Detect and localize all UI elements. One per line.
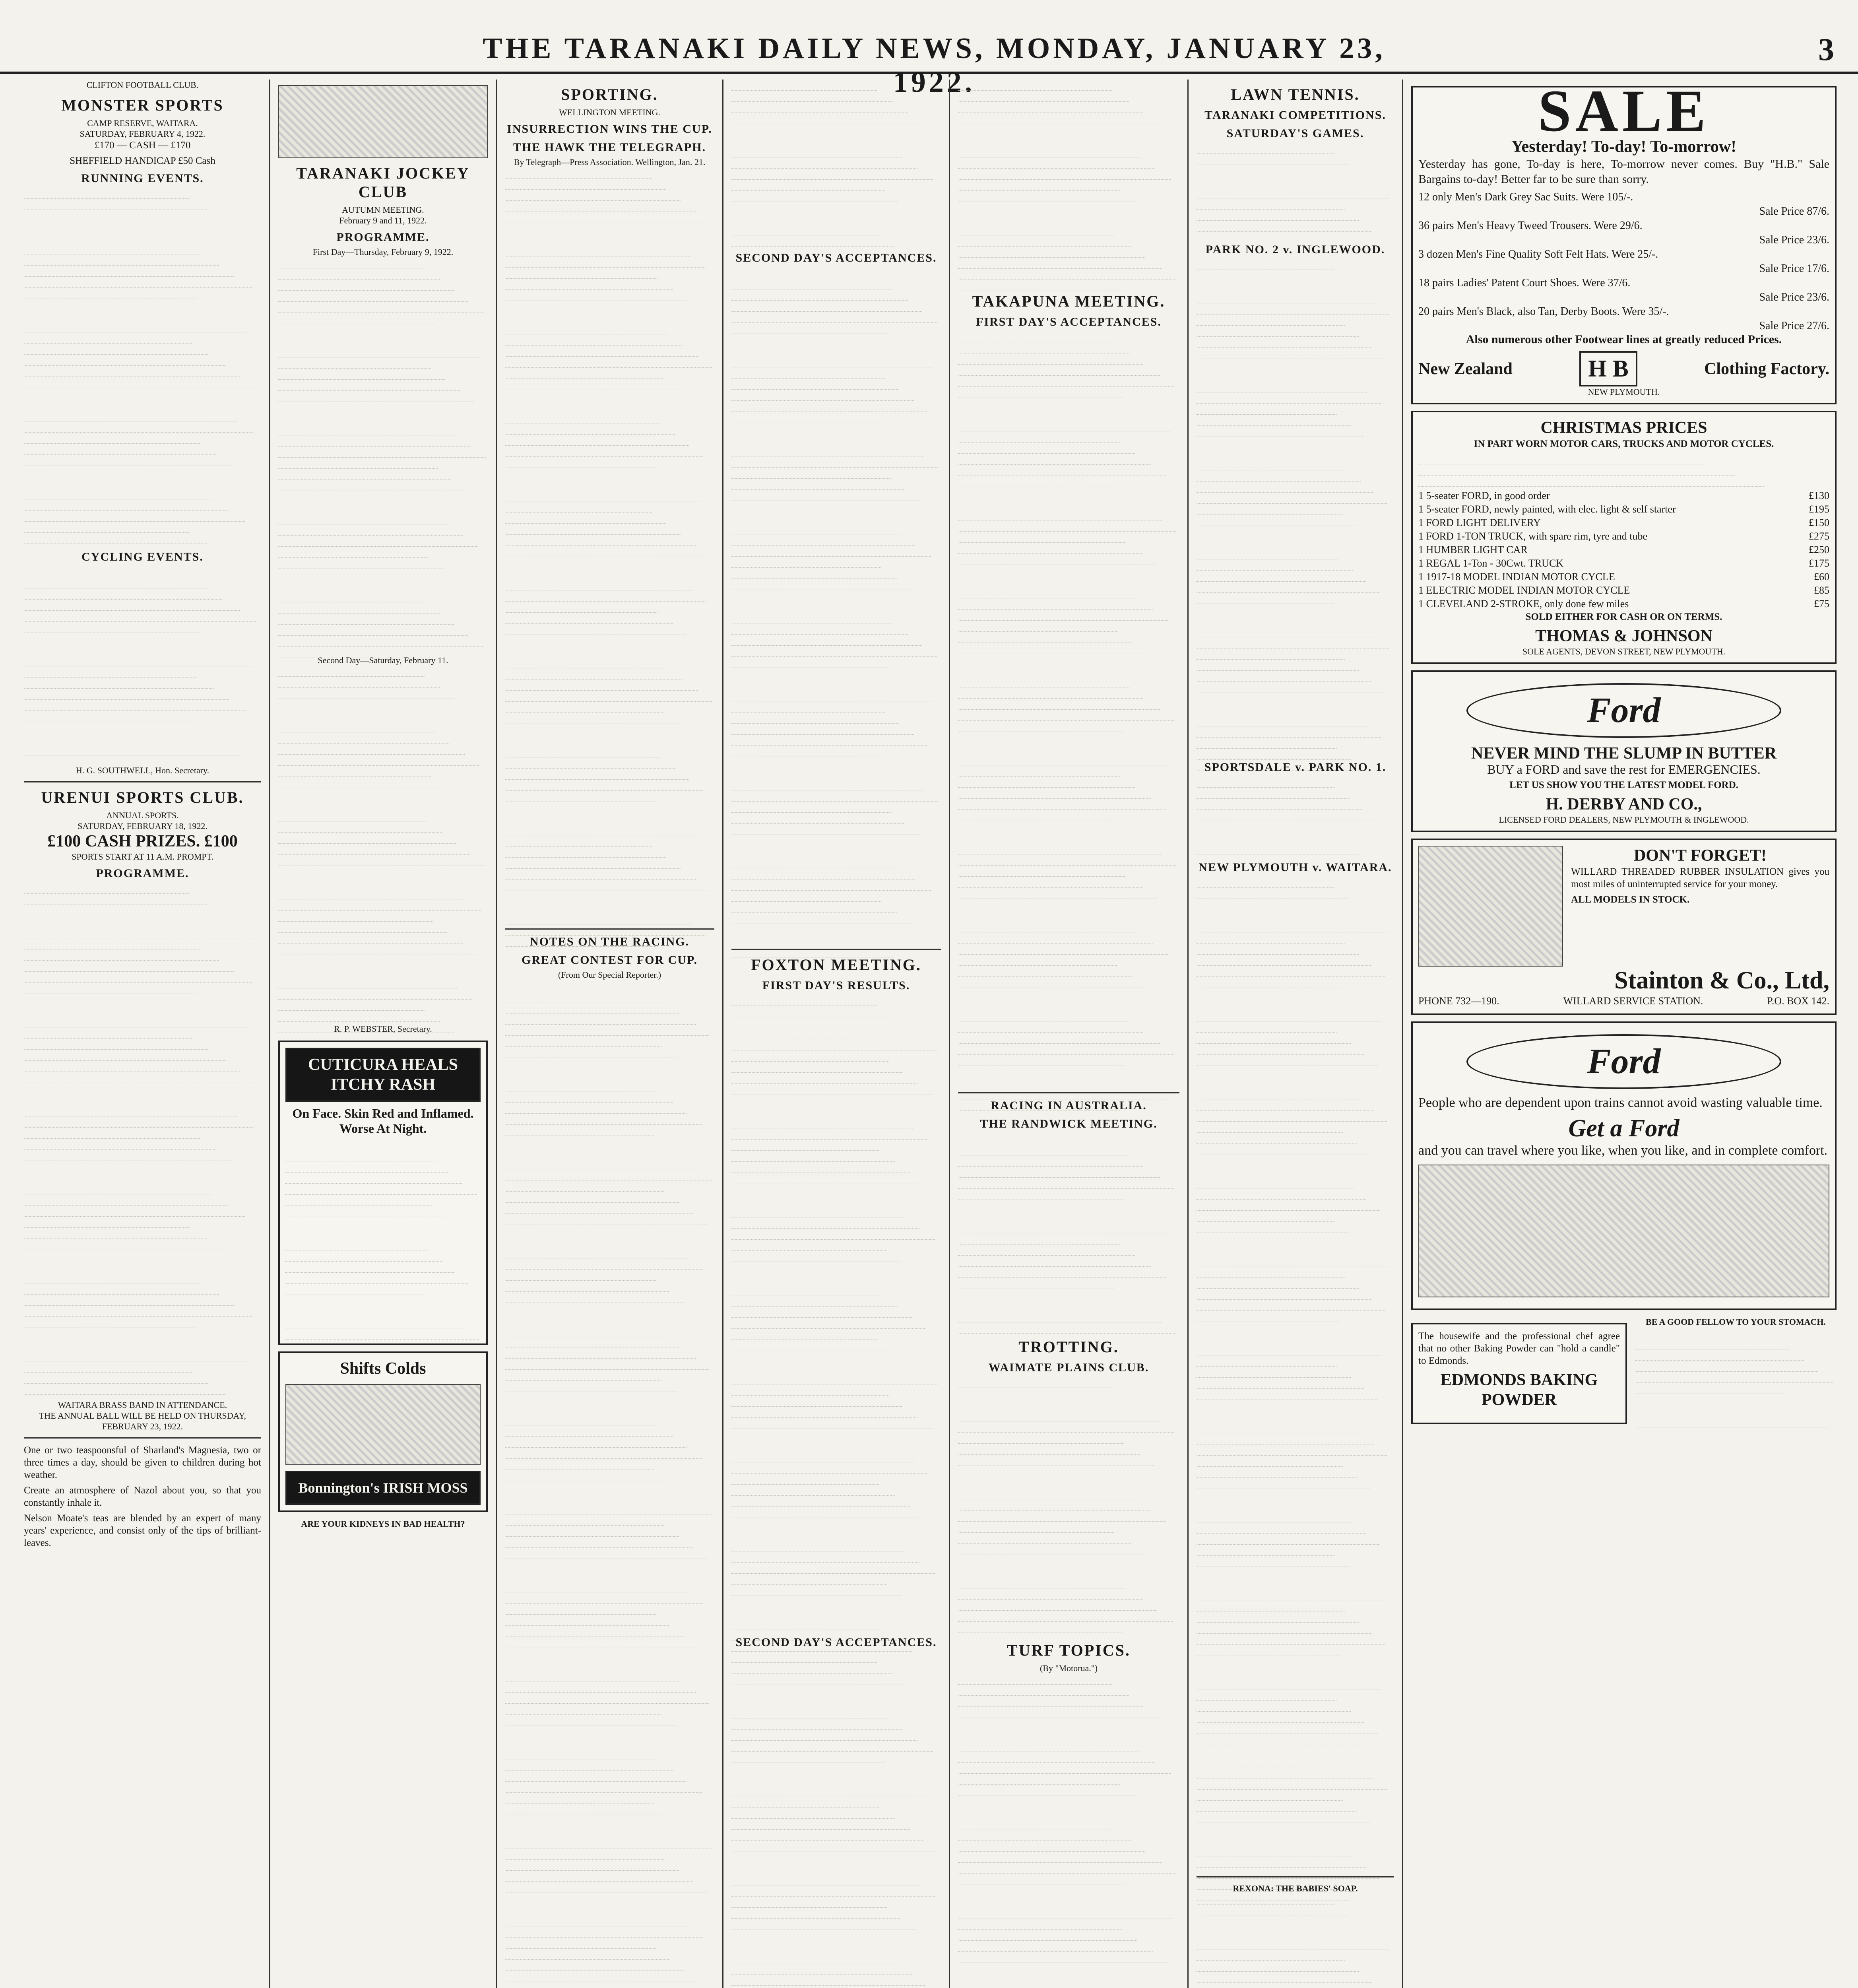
sale-item: 3 dozen Men's Fine Quality Soft Felt Hats. Were 25/-. Sale Price 17/6. — [1418, 248, 1829, 275]
ball-note: THE ANNUAL BALL WILL BE HELD ON THURSDAY, FEBRUARY 23, 1922. — [39, 1411, 246, 1431]
forget-title: DON'T FORGET! — [1633, 846, 1767, 865]
car-row: 1 HUMBER LIGHT CAR £250 — [1418, 544, 1829, 555]
column-7-ads — [1403, 80, 1844, 1988]
saturday-games: SATURDAY'S GAMES. — [1226, 127, 1364, 140]
kidneys-ad-title: ARE YOUR KIDNEYS IN BAD HEALTH? — [301, 1519, 465, 1529]
column-2 — [270, 80, 497, 1988]
wellington-meeting: WELLINGTON MEETING. — [559, 107, 660, 117]
ford-travel-ad — [1411, 1021, 1837, 1310]
racing-notes-body — [505, 980, 714, 1974]
running-events-heading: RUNNING EVENTS. — [81, 172, 204, 185]
christmas-prices-ad — [1411, 411, 1837, 664]
sale-item: 12 only Men's Dark Grey Sac Suits. Were 105/-. Sale Price 87/6. — [1418, 191, 1829, 217]
cycling-events-list — [24, 566, 261, 765]
divider — [24, 781, 261, 782]
nplymouth-waitara: NEW PLYMOUTH v. WAITARA. — [1199, 861, 1392, 874]
service-station: WILLARD SERVICE STATION. — [1563, 995, 1703, 1007]
band-note: WAITARA BRASS BAND IN ATTENDANCE. — [58, 1400, 227, 1410]
ford-text-more: and you can travel where you like, when you like, and in complete comfort. — [1418, 1143, 1828, 1158]
slump-headline: NEVER MIND THE SLUMP IN BUTTER — [1471, 744, 1777, 763]
continued-article — [731, 80, 941, 247]
ford-text: People who are dependent upon trains cannot avoid wasting valuable time. — [1418, 1095, 1823, 1110]
divider — [24, 1437, 261, 1439]
meeting-name: AUTUMN MEETING. — [342, 205, 424, 215]
column-1 — [16, 80, 270, 1988]
sale-items — [1418, 190, 1829, 333]
divider — [505, 928, 714, 930]
headline-hawk: THE HAWK THE TELEGRAPH. — [513, 141, 706, 154]
first-day: First Day—Thursday, February 9, 1922. — [312, 247, 454, 257]
page-number: 3 — [1818, 32, 1834, 67]
column-3 — [497, 80, 723, 1988]
takapuna-acceptances: FIRST DAY'S ACCEPTANCES. — [976, 315, 1162, 328]
hb-logo: H B — [1579, 351, 1637, 386]
sale-city: NEW PLYMOUTH. — [1588, 387, 1660, 397]
sports-prizes: £170 — CASH — £170 — [94, 140, 191, 151]
ford-slump-ad — [1411, 670, 1837, 832]
sporting-heading: SPORTING. — [561, 85, 658, 103]
sports-date: SATURDAY, FEBRUARY 4, 1922. — [80, 129, 206, 139]
cycling-events-heading: CYCLING EVENTS. — [81, 550, 204, 563]
reporter-credit: (From Our Special Reporter.) — [558, 970, 661, 980]
australia-heading: RACING IN AUSTRALIA. — [991, 1099, 1147, 1112]
acceptances-heading: SECOND DAY'S ACCEPTANCES. — [735, 251, 937, 264]
newspaper-title: THE TARANAKI DAILY NEWS, MONDAY, JANUARY 23, 1922. — [483, 32, 1386, 99]
park-inglewood: PARK NO. 2 v. INGLEWOOD. — [1205, 243, 1385, 256]
ford-logo: Ford — [1466, 1034, 1781, 1089]
car-list — [1418, 489, 1829, 611]
foxton-results-body — [731, 995, 941, 1631]
bonnington-brand: Bonnington's IRISH MOSS — [298, 1480, 468, 1496]
battery-illustration — [1418, 846, 1563, 967]
column-4 — [723, 80, 950, 1988]
headline-cup: INSURRECTION WINS THE CUP. — [507, 122, 712, 136]
car-row: 1 ELECTRIC MODEL INDIAN MOTOR CYCLE £85 — [1418, 584, 1829, 596]
sale-item: 18 pairs Ladies' Patent Court Shoes. Were 37/6. Sale Price 23/6. — [1418, 277, 1829, 303]
turf-topics-body — [958, 1673, 1179, 1988]
agents-name: THOMAS & JOHNSON — [1535, 627, 1713, 645]
po-box: P.O. BOX 142. — [1767, 995, 1829, 1007]
horse-racing-illustration — [278, 85, 488, 158]
foxton-heading: FOXTON MEETING. — [751, 956, 921, 974]
cash-prizes: £100 CASH PRIZES. £100 — [47, 832, 238, 850]
stomach-title: BE A GOOD FELLOW TO YOUR STOMACH. — [1646, 1317, 1826, 1327]
edmonds-ad — [1411, 1323, 1627, 1424]
running-events-list — [24, 188, 261, 546]
taranaki-competitions: TARANAKI COMPETITIONS. — [1204, 109, 1386, 122]
foxton-acceptances-heading: SECOND DAY'S ACCEPTANCES. — [735, 1636, 937, 1649]
cuticura-title: CUTICURA HEALS ITCHY RASH — [308, 1056, 458, 1094]
meeting-dates: February 9 and 11, 1922. — [339, 215, 427, 225]
urenui-title: URENUI SPORTS CLUB. — [41, 788, 244, 806]
car-row: 1 CLEVELAND 2-STROKE, only done few miles £75 — [1418, 598, 1829, 610]
car-row: 1 FORD LIGHT DELIVERY £150 — [1418, 517, 1829, 528]
car-row: 1 5-seater FORD, newly painted, with elec. light & self starter £195 — [1418, 503, 1829, 515]
moate-tea-ad: Nelson Moate's teas are blended by an expert of many years' experience, and consist only of the tips of brilliant-leaves. — [24, 1513, 261, 1548]
latest-model: LET US SHOW YOU THE LATEST MODEL FORD. — [1509, 780, 1739, 790]
car-row: 1 FORD 1-TON TRUCK, with spare rim, tyre and tube £275 — [1418, 530, 1829, 542]
car-illustration — [1418, 1165, 1829, 1297]
foxton-acceptances-list — [731, 1652, 941, 1988]
slump-sub: BUY a FORD and save the rest for EMERGENCIES. — [1487, 762, 1761, 777]
magnesia-ad: One or two teaspoonsful of Sharland's Magnesia, two or three times a day, should be given to children during hot weather. — [24, 1445, 261, 1480]
turf-topics-heading: TURF TOPICS. — [1007, 1641, 1131, 1659]
acceptances-list — [731, 267, 941, 943]
sports-title: MONSTER SPORTS — [61, 96, 224, 114]
clothing-label: Clothing Factory. — [1704, 359, 1829, 378]
derby-name: H. DERBY AND CO., — [1546, 795, 1702, 813]
sportsdale-park: SPORTSDALE v. PARK NO. 1. — [1204, 761, 1387, 774]
column-5 — [950, 80, 1189, 1988]
cuticura-ad — [278, 1041, 488, 1345]
edmonds-brand: EDMONDS BAKING POWDER — [1440, 1371, 1598, 1409]
sports-start: SPORTS START AT 11 A.M. PROMPT. — [72, 852, 213, 862]
programme-list — [24, 883, 261, 1400]
second-day-races — [278, 666, 488, 1023]
willard-text: WILLARD THREADED RUBBER INSULATION gives you most miles of uninterrupted service for your money. — [1571, 866, 1829, 889]
agents-address: SOLE AGENTS, DEVON STREET, NEW PLYMOUTH. — [1522, 646, 1726, 656]
sale-item: 20 pairs Men's Black, also Tan, Derby Boots. Were 35/-. Sale Price 27/6. — [1418, 305, 1829, 332]
bottle-illustration — [285, 1384, 481, 1465]
divider — [731, 949, 941, 950]
takapuna-heading: TAKAPUNA MEETING. — [972, 292, 1166, 310]
xmas-sub: IN PART WORN MOTOR CARS, TRUCKS AND MOTOR CYCLES. — [1474, 439, 1774, 449]
xmas-title: CHRISTMAS PRICES — [1540, 419, 1707, 437]
urenui-sub: ANNUAL SPORTS. — [106, 810, 179, 820]
derby-address: LICENSED FORD DEALERS, NEW PLYMOUTH & INGLEWOOD. — [1499, 815, 1749, 825]
sports-handicap: SHEFFIELD HANDICAP £50 Cash — [70, 155, 215, 166]
handicap-tables — [958, 80, 1179, 286]
waimate-body — [958, 1377, 1179, 1635]
urenui-date: SATURDAY, FEBRUARY 18, 1922. — [78, 821, 208, 831]
divider — [1197, 1876, 1394, 1877]
rexona-heading: REXONA: THE BABIES' SOAP. — [1233, 1883, 1358, 1893]
divider — [958, 1092, 1179, 1093]
dateline: By Telegraph—Press Association. Wellington, Jan. 21. — [514, 157, 706, 167]
sale-item: 36 pairs Men's Heavy Tweed Trousers. Were 29/6. Sale Price 23/6. — [1418, 219, 1829, 246]
tennis-results-body — [1197, 877, 1394, 1871]
club-name: CLIFTON FOOTBALL CLUB. — [86, 80, 199, 90]
programme-heading: PROGRAMME. — [96, 867, 189, 880]
cuticura-sub: On Face. Skin Red and Inflamed. Worse At Night. — [292, 1106, 474, 1136]
lawn-tennis-heading: LAWN TENNIS. — [1231, 85, 1360, 103]
racing-notes-heading: NOTES ON THE RACING. — [529, 935, 690, 948]
secretary: H. G. SOUTHWELL, Hon. Secretary. — [76, 765, 209, 775]
takapuna-list — [958, 331, 1179, 1087]
footwear-note: Also numerous other Footwear lines at greatly reduced Prices. — [1466, 333, 1782, 346]
park-inglewood-body — [1197, 259, 1394, 756]
hb-sale-ad — [1411, 80, 1837, 404]
stainton-name: Stainton & Co., Ltd, — [1614, 967, 1829, 994]
car-row: 1 5-seater FORD, in good order £130 — [1418, 490, 1829, 501]
car-row: 1 REGAL 1-Ton - 30Cwt. TRUCK £175 — [1418, 557, 1829, 569]
edmonds-text: The housewife and the professional chef agree that no other Baking Powder can "hold a candle" to Edmonds. — [1418, 1331, 1620, 1366]
turf-byline: (By "Motorua.") — [1040, 1663, 1098, 1673]
programme-heading: PROGRAMME. — [336, 231, 430, 244]
foxton-results-heading: FIRST DAY'S RESULTS. — [762, 979, 910, 992]
sale-title: SALE — [1538, 80, 1710, 144]
randwick-heading: THE RANDWICK MEETING. — [980, 1117, 1158, 1130]
contest-heading: GREAT CONTEST FOR CUP. — [522, 953, 698, 967]
column-6 — [1189, 80, 1403, 1988]
shifts-colds-title: Shifts Colds — [340, 1359, 426, 1378]
willard-ad — [1411, 839, 1837, 1015]
randwick-body — [958, 1133, 1179, 1332]
first-day-races — [278, 257, 488, 655]
stomach-ad — [1635, 1316, 1837, 1431]
second-day: Second Day—Saturday, February 11. — [318, 655, 448, 665]
sale-tagline: Yesterday! To-day! To-morrow! — [1511, 138, 1737, 156]
sale-intro: Yesterday has gone, To-day is here, To-morrow never comes. Buy "H.B." Sale Bargains to-day! Better far to be sure than sorry. — [1418, 157, 1829, 186]
phone-number: PHONE 732—190. — [1418, 995, 1499, 1007]
nz-label: New Zealand — [1418, 359, 1513, 378]
race-results-body — [505, 167, 714, 923]
trotting-heading: TROTTING. — [1018, 1338, 1119, 1356]
jockey-secretary: R. P. WEBSTER, Secretary. — [334, 1024, 432, 1034]
car-row: 1 1917-18 MODEL INDIAN MOTOR CYCLE £60 — [1418, 571, 1829, 582]
ford-logo: Ford — [1466, 683, 1781, 738]
get-a-ford: Get a Ford — [1568, 1115, 1680, 1142]
sold-note: SOLD EITHER FOR CASH OR ON TERMS. — [1525, 612, 1722, 622]
shifts-colds-ad — [278, 1351, 488, 1512]
jockey-club-title: TARANAKI JOCKEY CLUB — [296, 164, 470, 201]
sports-venue: CAMP RESERVE, WAITARA. — [87, 118, 198, 128]
nazol-ad: Create an atmosphere of Nazol about you, so that you constantly inhale it. — [24, 1485, 261, 1508]
waimate-heading: WAIMATE PLAINS CLUB. — [988, 1361, 1149, 1374]
stock-note: ALL MODELS IN STOCK. — [1571, 894, 1690, 905]
